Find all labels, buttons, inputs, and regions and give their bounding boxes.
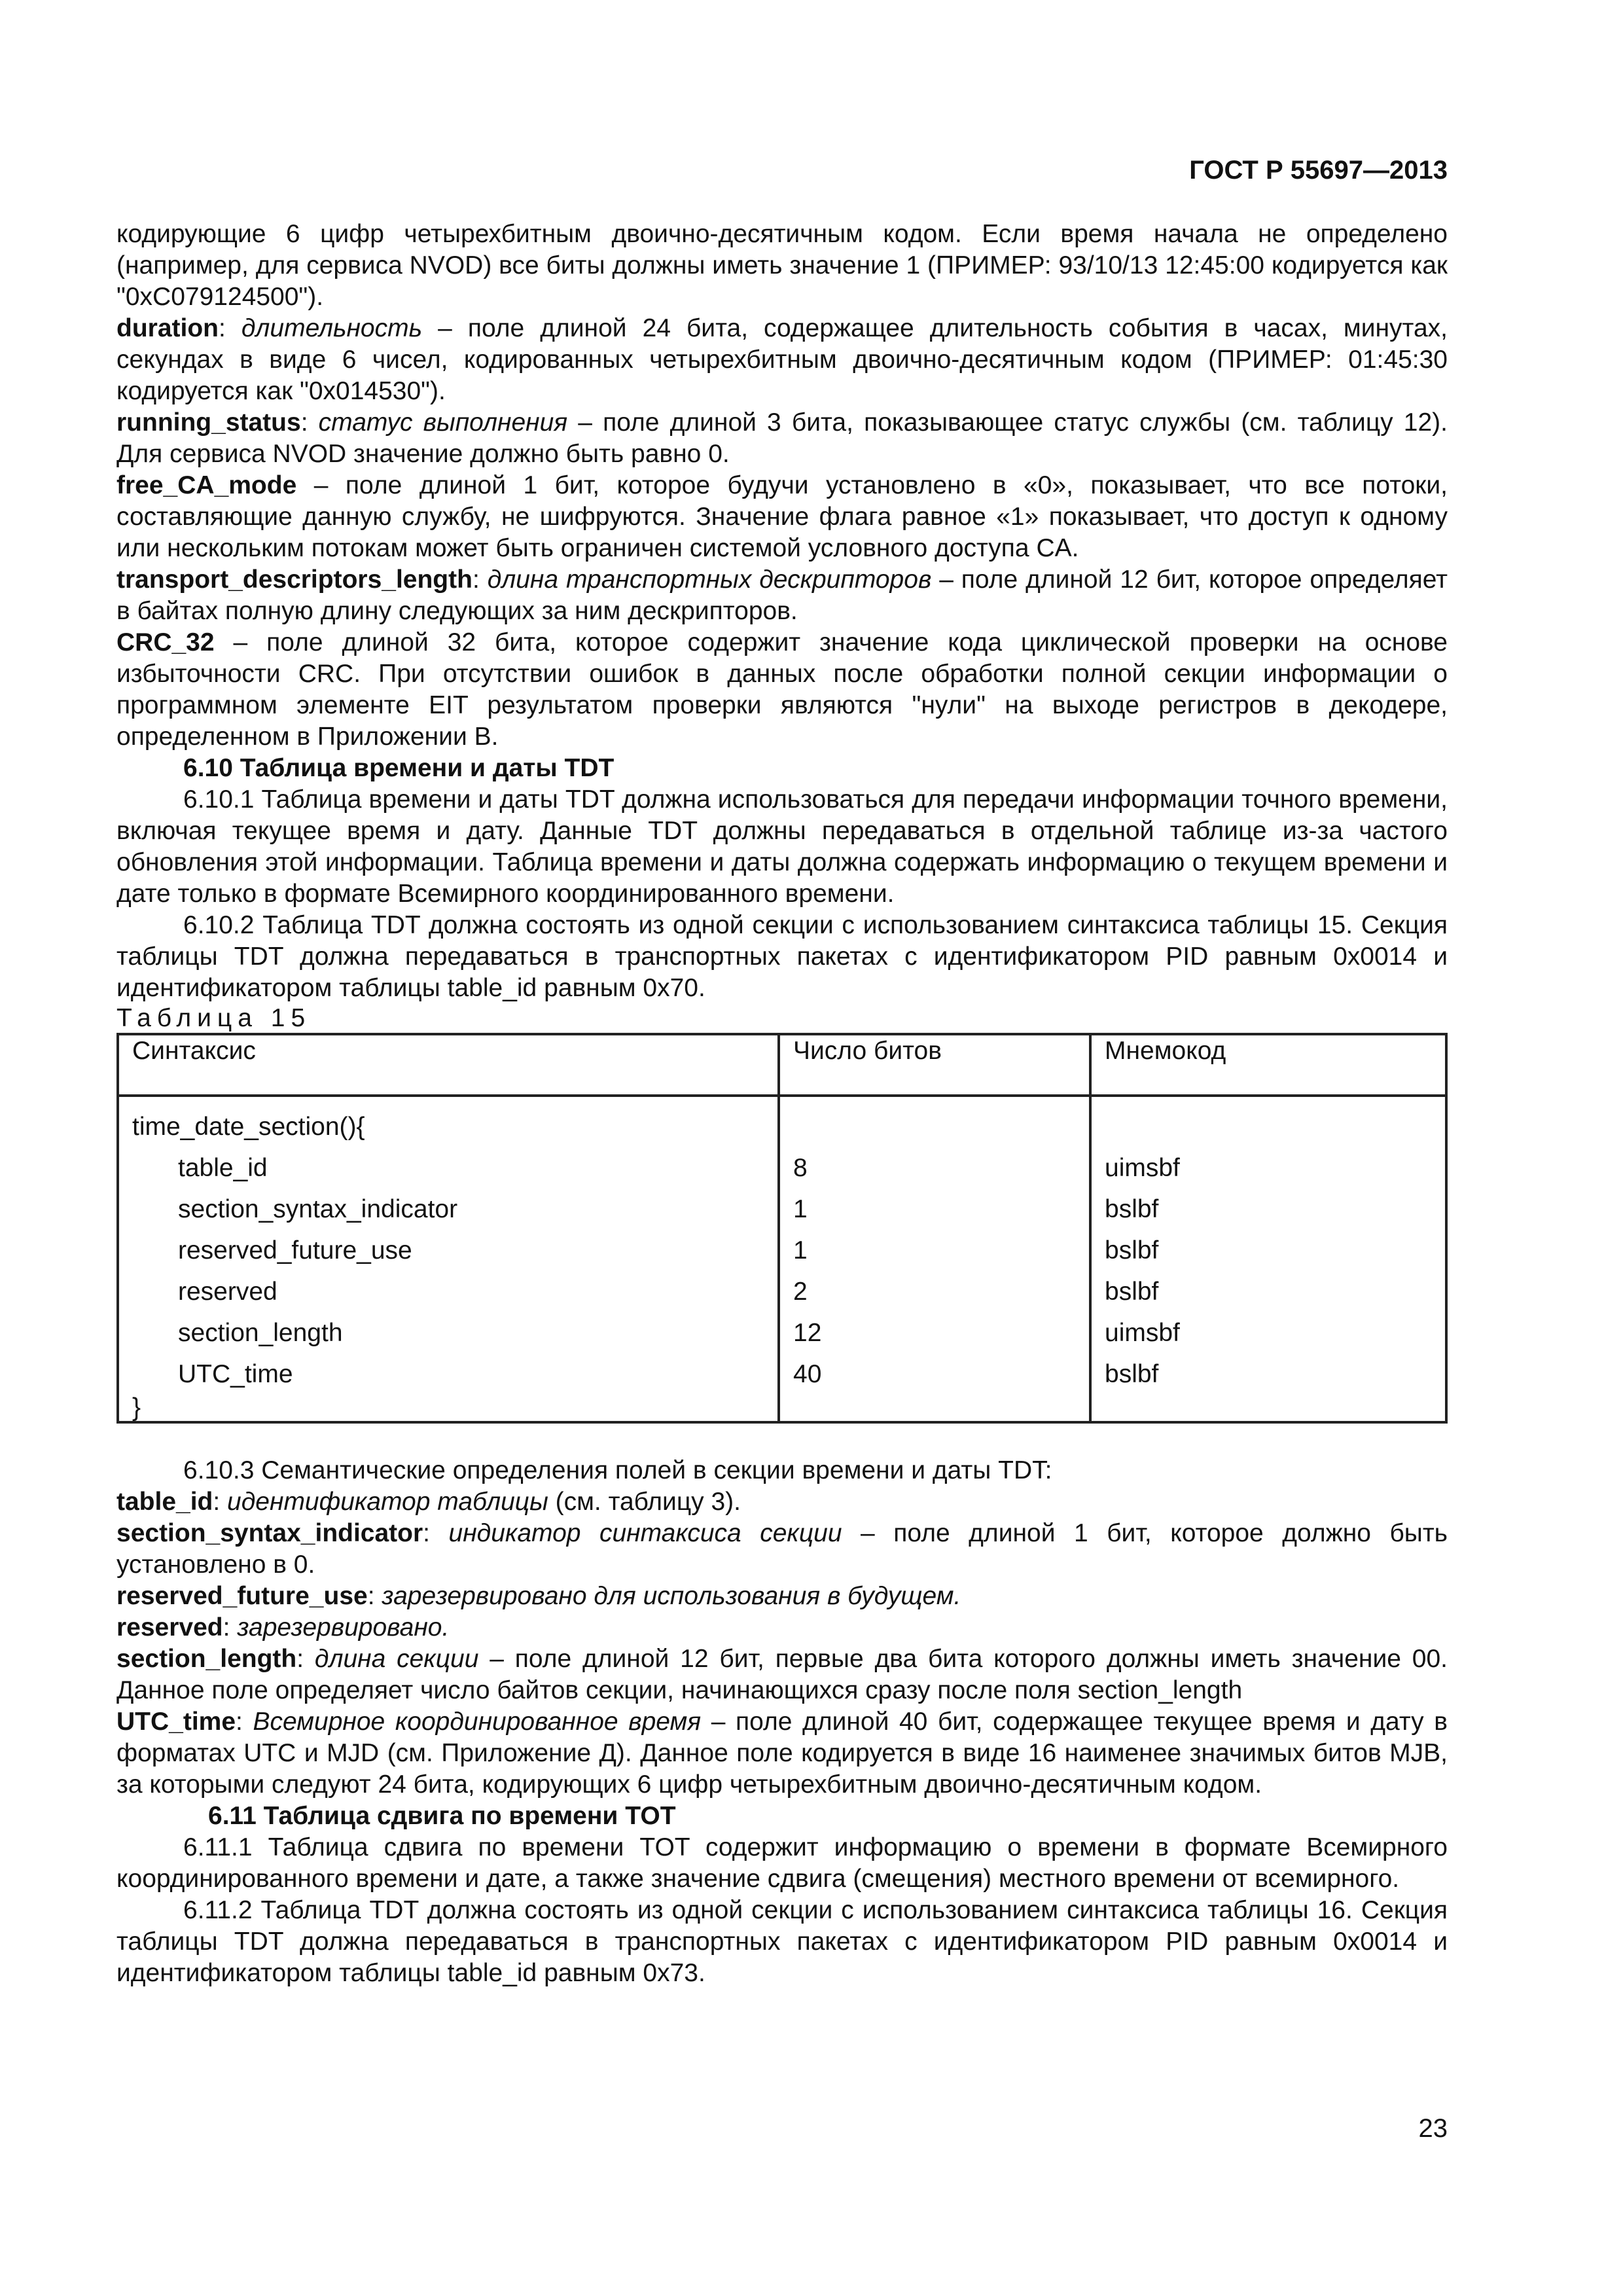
term-italic: зарезервировано для использования в будущем. (382, 1582, 961, 1610)
syntax-field: UTC_time (178, 1360, 293, 1388)
bits-value: 1 (793, 1195, 808, 1223)
syntax-field: reserved (178, 1278, 277, 1306)
term: reserved (116, 1613, 223, 1641)
paragraph-6-10-1: 6.10.1 Таблица времени и даты TDT должна использоваться для передачи информации точного времени, включая текущее время и дату. Данные TDT должны передаваться в отдельной таблице из-за частого обновления этой информации. Таблица времени и даты должна содержать информацию о текущем времени и дате только в формате Всемирного координированного времени. (116, 785, 1448, 908)
term: section_length (116, 1645, 297, 1673)
term-italic: статус выполнения (318, 408, 568, 437)
term: CRC_32 (116, 628, 215, 656)
paragraph-6-11-2: 6.11.2 Таблица TDT должна состоять из одной секции с использованием синтаксиса таблицы 16. Секция таблицы TDT должна передаваться в транспортных пакетах с идентификатором PID равным 0x0014 и идентификатором таблицы table_id равным 0x73. (116, 1896, 1448, 1987)
term: transport_descriptors_length (116, 565, 473, 594)
syntax-field: reserved_future_use (178, 1236, 412, 1265)
definition-transport-descriptors-length: transport_descriptors_length: длина транспортных дескрипторов – поле длиной 12 бит, которое определяет в байтах полную длину следующих за ним дескрипторов. (116, 565, 1448, 625)
mnemonic-value: bslbf (1105, 1195, 1159, 1223)
header-syntax: Синтаксис (118, 1034, 779, 1096)
syntax-field: section_syntax_indicator (178, 1195, 458, 1223)
term-italic: длина транспортных дескрипторов (487, 565, 932, 594)
mnemonic-value: uimsbf (1105, 1154, 1180, 1182)
bits-value: 2 (793, 1278, 808, 1306)
syntax-open: time_date_section(){ (132, 1113, 365, 1141)
bits-value: 12 (793, 1319, 822, 1347)
paragraph-6-10-3: 6.10.3 Семантические определения полей в секции времени и даты TDT: (183, 1456, 1052, 1484)
table-body-row (118, 1096, 1446, 1422)
definition-crc-32: CRC_32 – поле длиной 32 бита, которое содержит значение кода циклической проверки на основе избыточности CRC. При отсутствии ошибок в данных после обработки полной секции информации о программном элементе EIT результатом проверки являются "нули" на выходе регистров в декодере, определенном в Приложении В. (116, 628, 1448, 751)
header-bits: Число битов (779, 1034, 1090, 1096)
paragraph-6-11-1: 6.11.1 Таблица сдвига по времени TOT содержит информацию о времени в формате Всемирного координированного времени и дате, а также значение сдвига (смещения) местного времени от всемирного. (116, 1833, 1448, 1893)
term-italic: идентификатор таблицы (227, 1488, 548, 1516)
definition-duration: duration: длительность – поле длиной 24 бита, содержащее длительность события в часах, минутах, секундах в виде 6 чисел, кодированных четырехбитным двоично-десятичным кодом (ПРИМЕР: 01:45:30 кодируется как "0x014530"). (116, 314, 1448, 405)
page-number: 23 (1418, 2114, 1448, 2143)
term: running_status (116, 408, 301, 437)
term: UTC_time (116, 1708, 236, 1736)
document-header: ГОСТ Р 55697—2013 (1189, 156, 1448, 185)
syntax-close: } (132, 1393, 141, 1422)
term: section_syntax_indicator (116, 1519, 423, 1547)
definition-section-syntax-indicator: section_syntax_indicator: индикатор синтаксиса секции – поле длиной 1 бит, которое должно быть установлено в 0. (116, 1519, 1448, 1579)
table-caption: Таблица 15 (116, 1004, 312, 1032)
table-header-row (118, 1034, 1446, 1096)
mnemonic-value: bslbf (1105, 1278, 1159, 1306)
bits-value: 1 (793, 1236, 808, 1265)
definition-reserved: reserved: зарезервировано. (116, 1613, 450, 1641)
syntax-field: section_length (178, 1319, 343, 1347)
syntax-field: table_id (178, 1154, 268, 1182)
definition-utc-time: UTC_time: Всемирное координированное время – поле длиной 40 бит, содержащее текущее время и дату в форматах UTC и MJD (см. Приложение Д). Данное поле кодируется в виде 16 наименее значимых битов MJB, за которыми следуют 24 бита, кодирующих 6 цифр четырехбитным двоично-десятичным кодом. (116, 1708, 1448, 1799)
term: duration (116, 314, 219, 342)
definition-section-length: section_length: длина секции – поле длиной 12 бит, первые два бита которого должны иметь значение 00. Данное поле определяет число байтов секции, начинающихся сразу после поля section_length (116, 1645, 1448, 1704)
mnemonic-value: bslbf (1105, 1360, 1159, 1388)
definition-free-ca-mode: free_CA_mode – поле длиной 1 бит, которое будучи установлено в «0», показывает, что все потоки, составляющие данную службу, не шифруются. Значение флага равное «1» показывает, что доступ к одному или нескольким потокам может быть ограничен системой условного доступа CA. (116, 471, 1448, 562)
term-italic: Всемирное координированное время (253, 1708, 702, 1736)
section-heading-6-11: 6.11 Таблица сдвига по времени TOT (208, 1802, 676, 1830)
term-italic: индикатор синтаксиса секции (448, 1519, 842, 1547)
header-mnemonic: Мнемокод (1090, 1034, 1446, 1096)
paragraph-start-time-continuation: кодирующие 6 цифр четырехбитным двоично-десятичным кодом. Если время начала не определено (например, для сервиса NVOD) все биты должны иметь значение 1 (ПРИМЕР: 93/10/13 12:45:00 кодируется как "0xC079124500"). (116, 220, 1448, 311)
bits-value: 40 (793, 1360, 822, 1388)
definition-table-id: table_id: идентификатор таблицы (см. таблицу 3). (116, 1488, 741, 1516)
term-italic: длительность (241, 314, 423, 342)
mnemonic-column (1090, 1096, 1446, 1422)
term-italic: зарезервировано. (237, 1613, 450, 1641)
bits-column (779, 1096, 1090, 1422)
syntax-table (116, 1033, 1448, 1424)
definition-reserved-future-use: reserved_future_use: зарезервировано для использования в будущем. (116, 1582, 961, 1610)
definition-running-status: running_status: статус выполнения – поле длиной 3 бита, показывающее статус службы (см. таблицу 12). Для сервиса NVOD значение должно быть равно 0. (116, 408, 1448, 468)
section-heading-6-10: 6.10 Таблица времени и даты TDT (183, 754, 615, 782)
term: reserved_future_use (116, 1582, 368, 1610)
mnemonic-value: bslbf (1105, 1236, 1159, 1265)
mnemonic-value: uimsbf (1105, 1319, 1180, 1347)
term: table_id (116, 1488, 213, 1516)
term: free_CA_mode (116, 471, 297, 499)
syntax-column (118, 1096, 779, 1422)
paragraph-6-10-2: 6.10.2 Таблица TDT должна состоять из одной секции с использованием синтаксиса таблицы 15. Секция таблицы TDT должна передаваться в транспортных пакетах с идентификатором PID равным 0x0014 и идентификатором таблицы table_id равным 0x70. (116, 911, 1448, 1002)
bits-value: 8 (793, 1154, 808, 1182)
term-italic: длина секции (314, 1645, 479, 1673)
document-body (116, 219, 1448, 1989)
